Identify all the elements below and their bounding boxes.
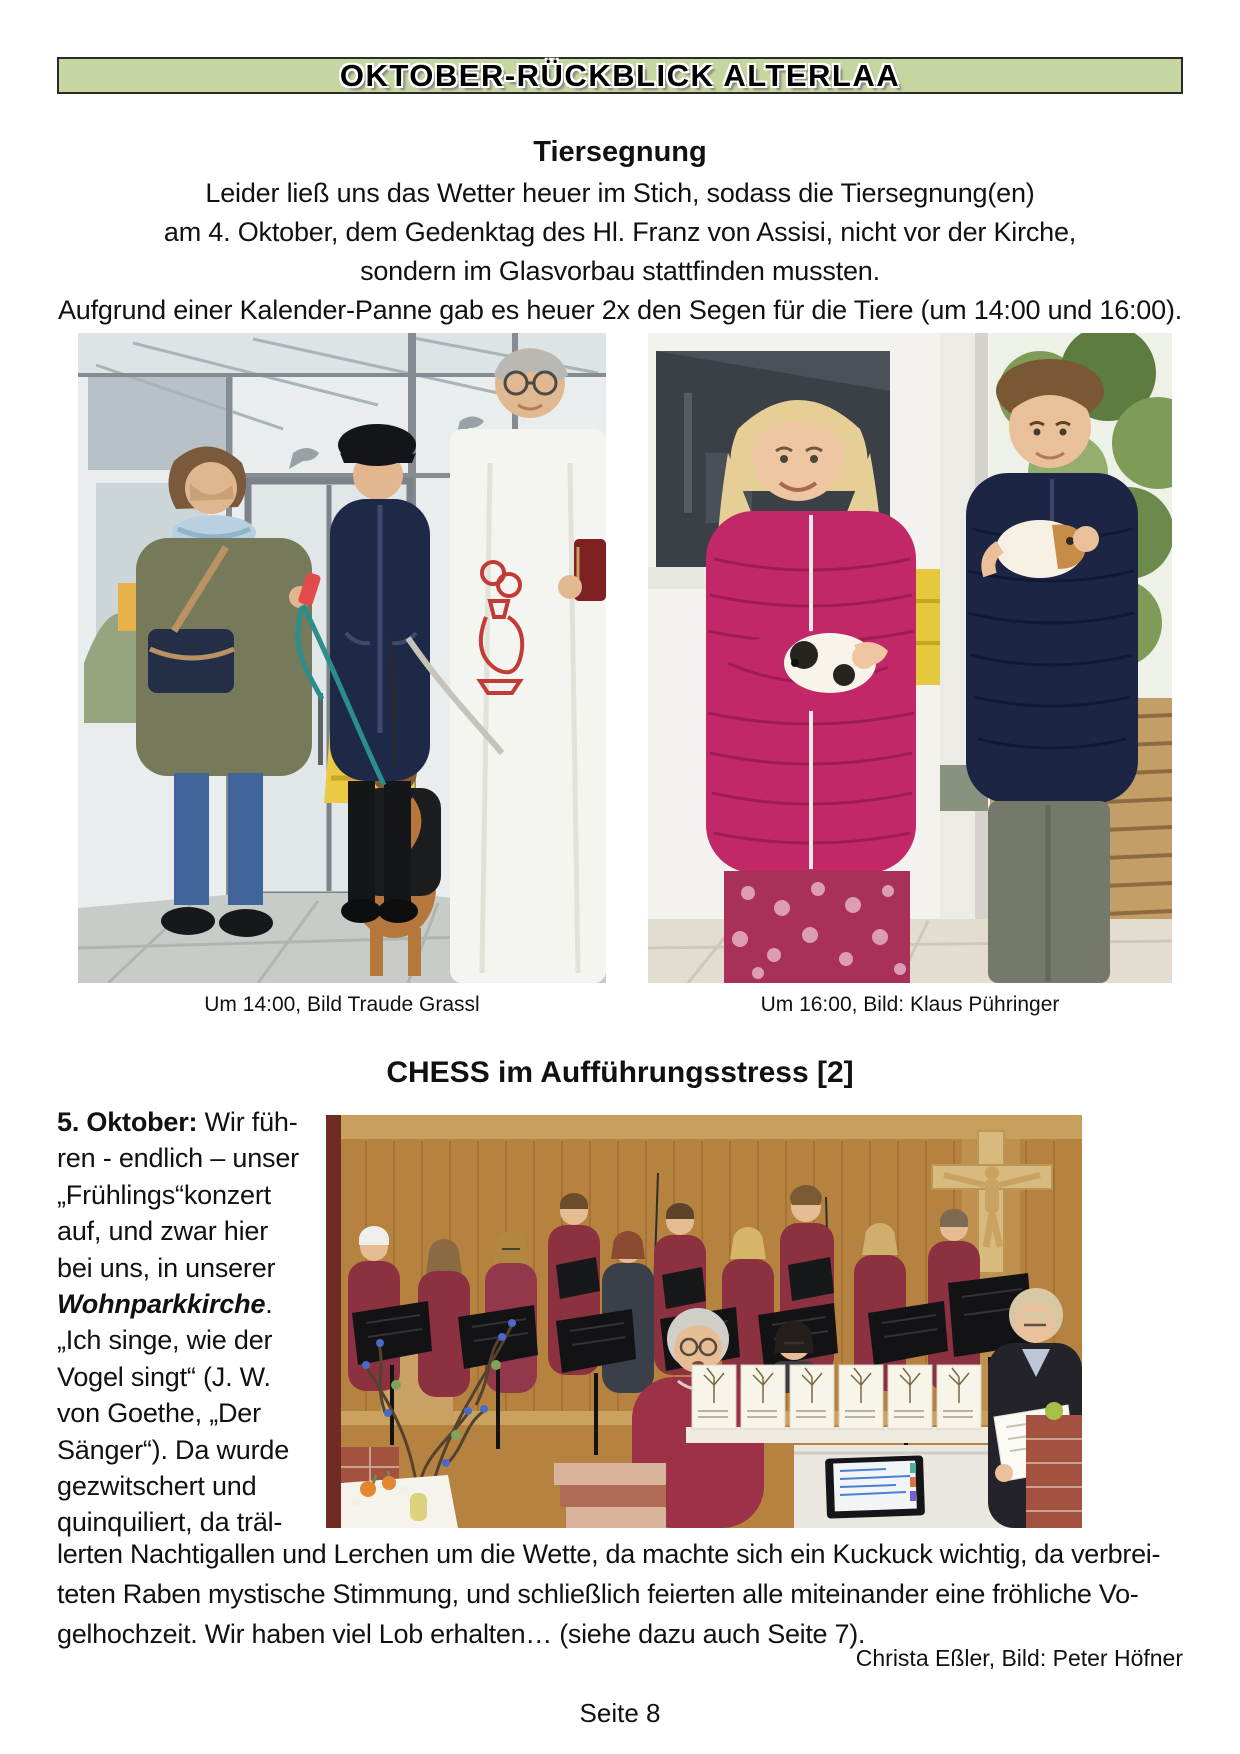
paragraph-line: gelhochzeit. Wir haben viel Lob erhalten… (siehe dazu auch Seite 7). [57,1619,866,1649]
paragraph-line: Vogel singt“ (J. W. [57,1361,271,1392]
paragraph-line [57,1104,307,1140]
paragraph-line: sondern im Glasvorbau stattfinden mussten. [360,256,880,286]
paragraph-line: lerten Nachtigallen und Lerchen um die Wette, da machte sich ein Kuckuck wichtig, da verbrei- [57,1539,1161,1569]
chess-continuation-paragraph [57,1534,1183,1654]
paragraph-line: „Frühlings“konzert [57,1179,271,1210]
section-banner [57,57,1183,94]
paragraph-line: „Ich singe, wie der [57,1325,273,1356]
photo-tiersegnung-1600-illustration [648,333,1172,983]
photo-tiersegnung-1400 [78,333,606,983]
tiersegnung-heading: Tiersegnung [533,136,707,168]
paragraph-line: Leider ließ uns das Wetter heuer im Stich, sodass die Tiersegnung(en) [205,178,1035,208]
church-name-emphasis: Wohnparkkirche [57,1289,266,1320]
date-lead: 5. Oktober: [57,1107,198,1137]
priest [450,348,606,983]
paragraph-text: . [265,1289,273,1320]
chess-intro-column [57,1104,307,1541]
paragraph-line: Sänger“). Da wurde [57,1434,290,1465]
page-number: Seite 8 [579,1698,661,1728]
caption-photo-1600: Um 16:00, Bild: Klaus Pühringer [760,993,1060,1016]
paragraph-line: gezwitschert und [57,1471,257,1502]
banner-title: OKTOBER-RÜCKBLICK ALTERLAA [339,57,901,93]
paragraph-line: ren - endlich – unser [57,1143,299,1174]
photo-chess-concert [326,1115,1082,1528]
paragraph-line [57,1286,307,1322]
paragraph-line: teten Raben mystische Stimmung, und schließlich feierten alle miteinander eine fröhliche Vo- [57,1579,1139,1609]
paragraph-line: Aufgrund einer Kalender-Panne gab es heuer 2x den Segen für die Tiere (um 14:00 und 16:00). [57,295,1183,325]
tiersegnung-paragraph [0,174,1240,330]
chess-heading: CHESS im Aufführungsstress [2] [386,1056,854,1089]
paragraph-line: bei uns, in unserer [57,1252,276,1283]
caption-photo-1400: Um 14:00, Bild Traude Grassl [204,993,480,1016]
photo-tiersegnung-1400-illustration [78,333,606,983]
paragraph-line: quinquiliert, da träl- [57,1507,283,1538]
paragraph-line: von Goethe, „Der [57,1398,261,1429]
chess-credit-line: Christa Eßler, Bild: Peter Höfner [855,1645,1183,1671]
photo-tiersegnung-1600 [648,333,1172,983]
paragraph-text: Wir füh- [197,1107,298,1137]
paragraph-line: am 4. Oktober, dem Gedenktag des Hl. Franz von Assisi, nicht vor der Kirche, [163,217,1077,247]
photo-chess-concert-illustration [326,1115,1082,1528]
paragraph-line: auf, und zwar hier [57,1216,269,1247]
